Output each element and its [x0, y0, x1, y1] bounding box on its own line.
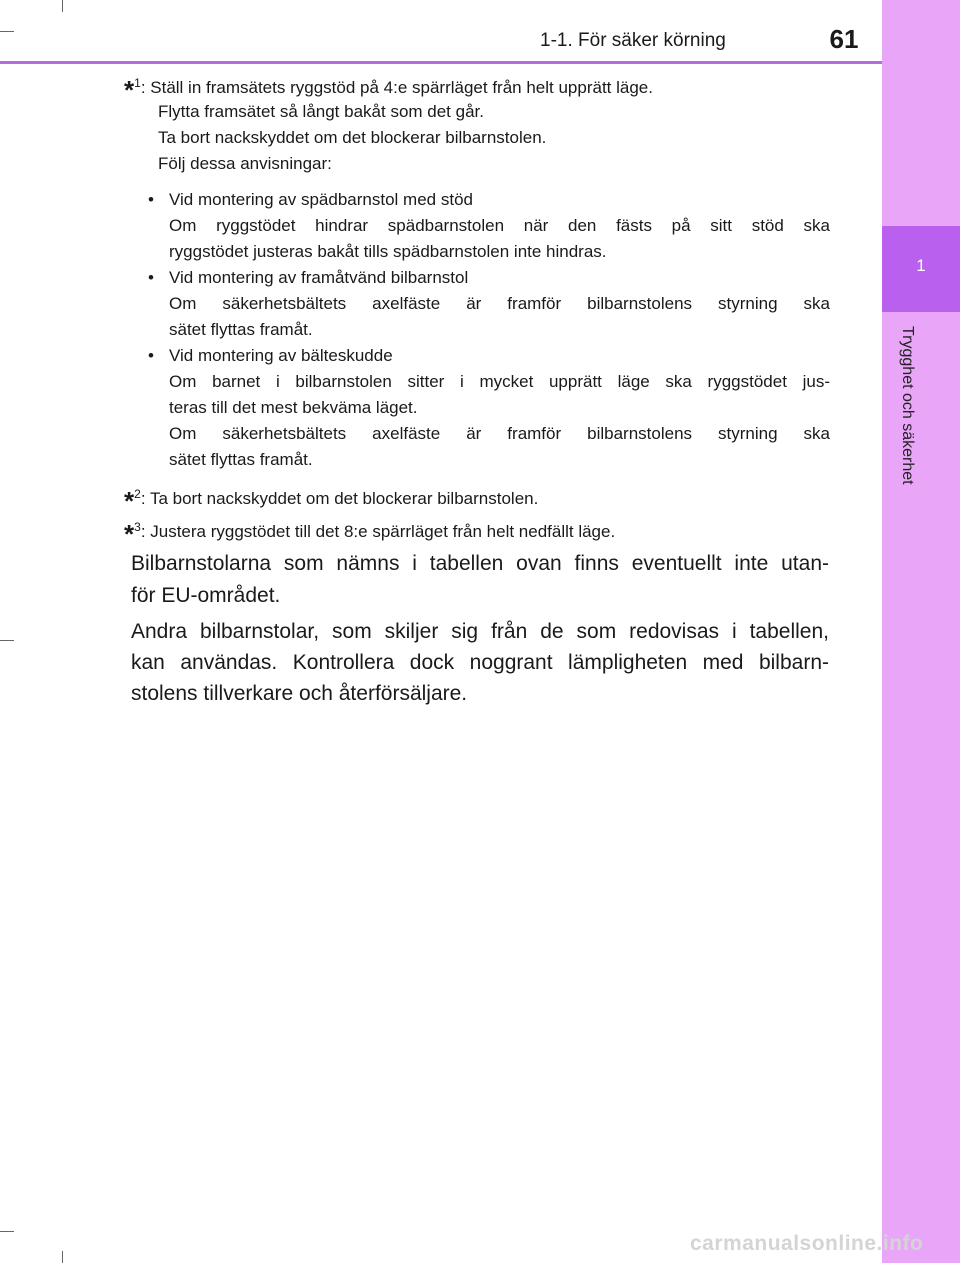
watermark: carmanualsonline.info [690, 1232, 924, 1255]
bullet-text: Om barnet i bilbarnstolen sitter i mycket upprätt läge ska ryggstödet jus- [169, 372, 830, 391]
header-rule [0, 61, 882, 64]
body-paragraph-line: Andra bilbarnstolar, som skiljer sig från de som redovisas i tabellen, [131, 620, 829, 643]
body-paragraph-line: stolens tillverkare och återförsäljare. [131, 682, 468, 705]
footnote-number: 2 [134, 487, 141, 501]
bullet-text: Om säkerhetsbältets axelfäste är framför bilbarnstolens styrning ska [169, 424, 830, 443]
crop-mark [0, 640, 14, 641]
bullet-text: Om ryggstödet hindrar spädbarnstolen när den fästs på sitt stöd ska [169, 216, 830, 235]
footnote-line: Följ dessa anvisningar: [158, 154, 332, 173]
bullet-heading: Vid montering av framåtvänd bilbarnstol [169, 268, 469, 287]
footnote-text: : Ta bort nackskyddet om det blockerar bilbarnstolen. [140, 489, 539, 508]
bullet-text: ryggstödet justeras bakåt tills spädbarnstolen inte hindras. [169, 242, 607, 261]
footnote-line: Flytta framsätet så långt bakåt som det går. [158, 102, 484, 121]
footnote-3 [124, 514, 615, 547]
bullet-heading: Vid montering av bälteskudde [169, 346, 393, 365]
footnote-line: Ta bort nackskyddet om det blockerar bilbarnstolen. [158, 128, 547, 147]
chapter-side-tab [882, 0, 960, 1263]
page-number: 61 [829, 24, 859, 54]
crop-mark [62, 1251, 63, 1263]
crop-mark [0, 1231, 14, 1232]
bullet-text: sätet flyttas framåt. [169, 320, 313, 339]
bullet-text: sätet flyttas framåt. [169, 450, 313, 469]
body-paragraph-line: Bilbarnstolarna som nämns i tabellen ovan finns eventuellt inte utan- [131, 552, 829, 575]
chapter-title: Trygghet och säkerhet [899, 326, 916, 485]
bullet-symbol: • [148, 190, 154, 209]
bullet-heading: Vid montering av spädbarnstol med stöd [169, 190, 473, 209]
bullet-symbol: • [148, 346, 154, 365]
footnote-marker: * [124, 75, 135, 105]
footnote-1 [124, 70, 653, 103]
footnote-marker: * [124, 486, 135, 516]
footnote-text: : Justera ryggstödet till det 8:e spärrläget från helt nedfällt läge. [140, 522, 616, 541]
bullet-text: Om säkerhetsbältets axelfäste är framför bilbarnstolens styrning ska [169, 294, 830, 313]
footnote-text: : Ställ in framsätets ryggstöd på 4:e spärrläget från helt upprätt läge. [140, 78, 653, 97]
body-paragraph-line: för EU-området. [131, 584, 281, 607]
body-paragraph-line: kan användas. Kontrollera dock noggrant lämpligheten med bilbarn- [131, 651, 829, 674]
crop-mark [0, 31, 14, 32]
crop-mark [62, 0, 63, 12]
footnote-number: 1 [134, 76, 141, 90]
footnote-number: 3 [134, 520, 141, 534]
bullet-symbol: • [148, 268, 154, 287]
footnote-2 [124, 481, 538, 514]
bullet-text: teras till det mest bekväma läget. [169, 398, 418, 417]
section-title: 1-1. För säker körning [540, 30, 726, 51]
chapter-number: 1 [916, 256, 926, 275]
footnote-marker: * [124, 519, 135, 549]
